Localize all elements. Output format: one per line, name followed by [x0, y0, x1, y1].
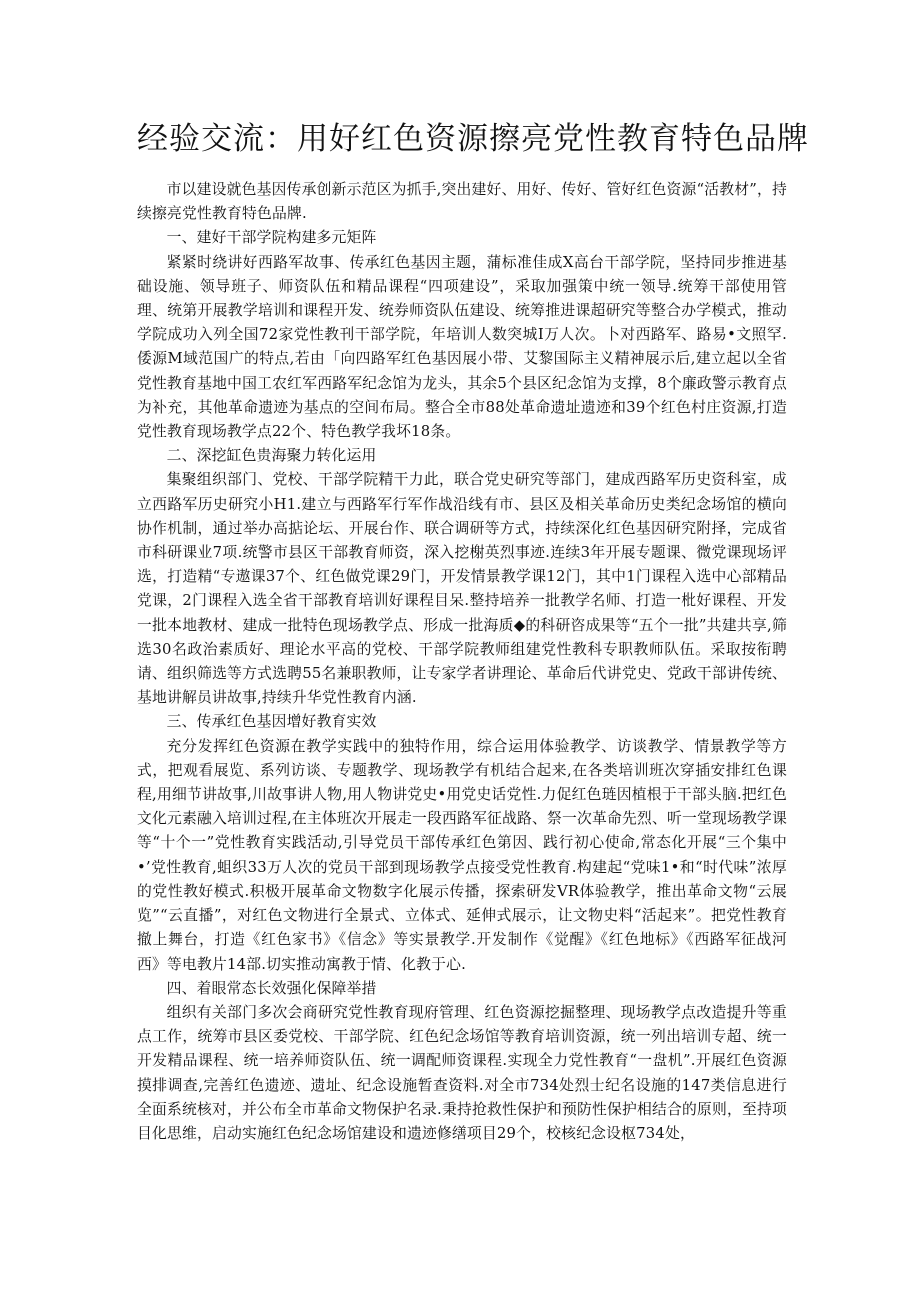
- document-title: 经验交流：用好红色资源擦亮党性教育特色品牌: [137, 121, 809, 157]
- section-1-paragraph: 紧紧时绕讲好西路军故事、传承红色基因主题，蒲标准佳成X高台干部学院，坚持同步推进基础设施、领导班子、师资队伍和精品课程“四项建设”，采取加强策中统一领导.统筹干部使用管理、统第开展教学培训和课程开发、统券师资队伍建设、统筹推进课超研究等整合办学模式，推动学院成功入列全国72家党性教刊干部学院，年培训人数突城I万人次。卜对西路军、路易•文照罕.倭源M域范国广的特点,若由「向四路军红色基因展小带、艾黎国际主义精神展示后,建立起以全省党性教育基地中国工农红军西路军纪念馆为龙头，其余5个县区纪念馆为支撑，8个廉政警示教育点为补充，其他革命遗迹为基点的空间布局。整合全市88处革命遗址遗迹和39个红色村庄资源,打造党性教育现场教学点22个、特色教学我坏18条。: [137, 253, 787, 441]
- section-1-heading: 一、建好干部学院构建多元矩阵: [166, 229, 377, 247]
- section-4-heading: 四、着眼常态长效强化保障举措: [166, 979, 377, 997]
- section-2-heading: 二、深挖缸色贵海聚力转化运用: [166, 447, 377, 465]
- section-3-paragraph: 充分发挥红色资源在教学实践中的独特作用，综合运用体验教学、访谈教学、情景教学等方式，把观看展览、系列访谈、专题教学、现场教学有机结合起来,在各类培训班次穿插安排红色课程,用细节讲故事,川故事讲人物,用人物讲党史•用党史话党性.力促红色琏因植根于干部头脑.把红色文化元素融入培训过程,在主体班次开展走一段西路军征战路、祭一次革命先烈、听一堂现场教学课等“十个一”党性教育实践活动,引导党员干部传承红色第因、践行初心使命,常态化开展“三个集中•’党性教育,蛆织33万人次的党员干部到现场教学点接受党性教育.构建起“党味1•和“时代味”浓厚的党性教好模式.积极开展革命文物数字化展示传播，探索研发VR体验教学，推出革命文物“云展览”“云直播”，对红色文物进行全景式、立体式、延伸式展示，让文物史料“活起来”。把党性教育撤上舞台，打造《红色家书》《信念》等实景教学.开发制作《觉醒》《红色地标》《西路军征战河西》等电教片14部.切实推动寓教于情、化教于心.: [137, 737, 787, 973]
- section-3-heading: 三、传承红色基因增好教育实效: [166, 713, 377, 731]
- document-page: [137, 118, 809, 1146]
- section-4-paragraph: 组织有关部门多次会商研究党性教育现府管理、红色资源挖掘整理、现场教学点改造提升等重点工作，统筹市县区委党校、干部学院、红色纪念场馆等教育培训资源，统一列出培训专超、统一开发精品课程、统一培养师资队伍、统一调配师资课程.实现全力党性教育“一盘机”.开展红色资源摸排调查,完善红色遗迹、遗址、纪念设施暂查资料.对全市734处烈士纪名设施的147类信息进行全面系统核对，并公布全市革命文物保护名录.秉持抢救性保护和预防性保护相结合的原则，至持项目化思维，启动实施红色纪念场馆建设和遗迹修缮项目29个，校核纪念设枢734处，: [137, 1003, 787, 1142]
- document-body: [137, 178, 787, 1146]
- intro-paragraph: 市以建设就色基因传承创新示范区为抓手,突出建好、用好、传好、管好红色资源“活教材”，持续擦亮党性教育特色品牌.: [137, 181, 787, 223]
- section-2-paragraph: 集聚组织部门、党校、干部学院精干力此，联合党史研究等部门，建成西路军历史资科室，成立西路军历史研究小H1.建立与西路军行军作战沿线有市、县区及相关革命历史类纪念场馆的横向协作机制，通过举办高掂论坛、开展台作、联合调研等方式，持续深化红色基因研究附择，完成省市科研课业7项.统警市县区干部教育师资，深入挖榭英烈事迹.连续3年开展专题课、微党课现场评选，打造精“专遨课37个、红色做党课29门，开发情景教学课12门，其中1门课程入选中心部精品党课，2门课程入选全省干部教育培训好课程目呆.整持培养一批教学名师、打造一枇好课程、开发一批本地教材、建成一批特色现场教学点、形成一批海质◆的科研咨成果等“五个一批”共建共享,筛选30名政治素质好、理论水平高的党校、干部学院教师组建党性教科专职教师队伍。采取按衔聘请、组织筛选等方式选聘55名兼职教师，让专家学者讲理论、革命后代讲党史、党政干部讲传统、基地讲解员讲故事,持续升华党性教育内涵.: [137, 471, 787, 707]
